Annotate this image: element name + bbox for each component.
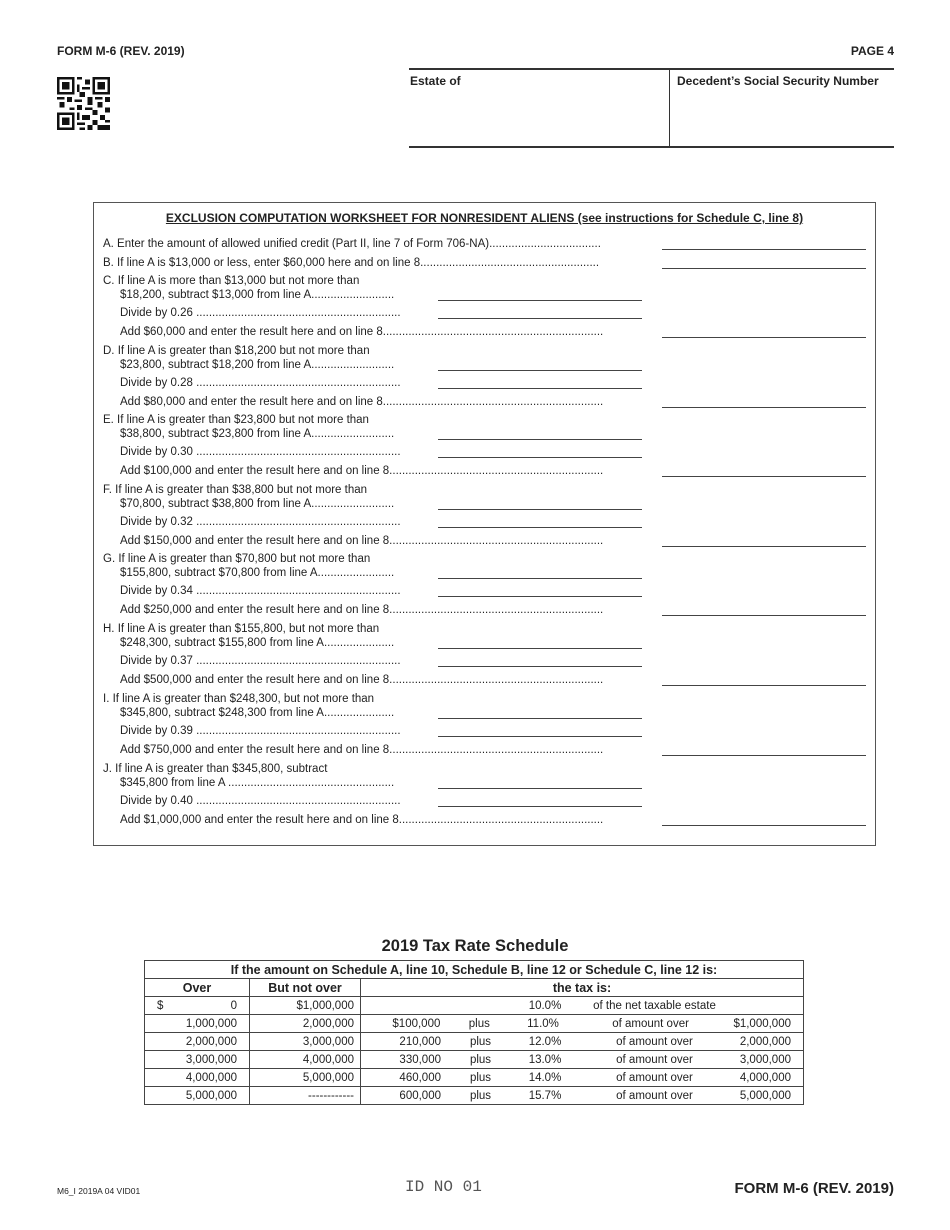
worksheet-line-a: A. Enter the amount of allowed unified credit (Part II, line 7 of Form 706-NA)...................................	[103, 238, 601, 250]
tax-description: of amount over	[616, 1053, 693, 1066]
worksheet-entry-field-h4[interactable]	[662, 685, 866, 686]
not-over-value: $1,000,000	[250, 997, 361, 1015]
amount-over-value: 2,000,000	[739, 1035, 791, 1048]
tax-cell	[361, 1051, 804, 1069]
amount-over-value: $1,000,000	[733, 1017, 791, 1030]
over-symbol	[151, 1051, 166, 1068]
worksheet-line-d4: Add $80,000 and enter the result here and on line 8.....................................................................	[120, 396, 604, 408]
over-cell	[145, 1033, 250, 1051]
tax-description: of amount over	[612, 1017, 689, 1030]
over-value: 1,000,000	[185, 1017, 237, 1030]
worksheet-line-j1: J. If line A is greater than $345,800, subtract	[103, 763, 328, 775]
worksheet-entry-field-f2[interactable]	[438, 509, 642, 510]
over-symbol	[151, 1015, 166, 1032]
footer-code: M6_I 2019A 04 VID01	[57, 1186, 141, 1196]
schedule-row	[145, 997, 804, 1015]
tax-cell	[361, 1087, 804, 1105]
amount-over-value	[733, 997, 797, 1014]
not-over-value: 2,000,000	[250, 1015, 361, 1033]
worksheet-entry-field-g2[interactable]	[438, 578, 642, 579]
worksheet-line-d3: Divide by 0.28 ................................................................	[120, 377, 401, 389]
footer-id-no: ID NO 01	[405, 1178, 482, 1196]
over-value: 4,000,000	[185, 1071, 237, 1084]
tax-rate: 13.0%	[528, 1053, 562, 1066]
exclusion-worksheet	[93, 202, 876, 846]
amount-over-value: 3,000,000	[739, 1053, 791, 1066]
worksheet-line-g3: Divide by 0.34 ................................................................	[120, 585, 401, 597]
schedule-caption: If the amount on Schedule A, line 10, Schedule B, line 12 or Schedule C, line 12 is:	[145, 961, 804, 979]
over-cell	[145, 1015, 250, 1033]
not-over-value: 3,000,000	[250, 1033, 361, 1051]
tax-cell	[361, 1069, 804, 1087]
worksheet-line-g1: G. If line A is greater than $70,800 but not more than	[103, 553, 371, 565]
footer-form-id: FORM M-6 (REV. 2019)	[734, 1180, 894, 1197]
worksheet-title: EXCLUSION COMPUTATION WORKSHEET FOR NONRESIDENT ALIENS (see instructions for Schedule C, line 8)	[165, 211, 804, 225]
worksheet-line-i1: I. If line A is greater than $248,300, but not more than	[103, 693, 375, 705]
tax-base: $100,000	[392, 1017, 441, 1030]
worksheet-entry-field-e4[interactable]	[662, 476, 866, 477]
tax-base: 600,000	[399, 1089, 441, 1102]
over-symbol	[151, 1087, 166, 1104]
schedule-row	[145, 1087, 804, 1105]
worksheet-entry-field-h3[interactable]	[438, 666, 642, 667]
page-number: PAGE 4	[850, 44, 894, 58]
worksheet-entry-field-i4[interactable]	[662, 755, 866, 756]
not-over-value: 5,000,000	[250, 1069, 361, 1087]
qr-code-icon	[57, 77, 110, 130]
tax-rate: 11.0%	[527, 1017, 559, 1030]
estate-info-box	[409, 68, 894, 148]
schedule-row	[145, 1051, 804, 1069]
plus-label	[447, 997, 514, 1014]
worksheet-entry-field-h2[interactable]	[438, 648, 642, 649]
worksheet-line-e4: Add $100,000 and enter the result here and on line 8...................................................................	[120, 465, 604, 477]
worksheet-line-h1: H. If line A is greater than $155,800, but not more than	[103, 623, 380, 635]
tax-rate: 10.0%	[528, 999, 562, 1012]
worksheet-line-j2: $345,800 from line A ....................................................	[120, 777, 395, 789]
not-over-value: ------------	[250, 1087, 361, 1105]
worksheet-line-i2: $345,800, subtract $248,300 from line A......................	[120, 707, 395, 719]
amount-over-value: 5,000,000	[739, 1089, 791, 1102]
col-over: Over	[145, 979, 250, 997]
worksheet-entry-field-f4[interactable]	[662, 546, 866, 547]
worksheet-entry-field-a[interactable]	[662, 249, 866, 250]
worksheet-entry-field-j3[interactable]	[438, 806, 642, 807]
worksheet-line-i3: Divide by 0.39 ................................................................	[120, 725, 401, 737]
worksheet-entry-field-d2[interactable]	[438, 370, 642, 371]
worksheet-line-d1: D. If line A is greater than $18,200 but not more than	[103, 345, 370, 357]
col-tax: the tax is:	[361, 979, 804, 997]
tax-rate-schedule	[144, 960, 804, 1105]
worksheet-entry-field-c2[interactable]	[438, 300, 642, 301]
over-value: 3,000,000	[185, 1053, 237, 1066]
tax-base: 210,000	[399, 1035, 441, 1048]
worksheet-line-e2: $38,800, subtract $23,800 from line A..........................	[120, 428, 395, 440]
worksheet-entry-field-e3[interactable]	[438, 457, 642, 458]
worksheet-entry-field-g3[interactable]	[438, 596, 642, 597]
form-id-header: FORM M-6 (REV. 2019)	[57, 44, 185, 58]
worksheet-line-c4: Add $60,000 and enter the result here and on line 8.....................................................................	[120, 326, 604, 338]
plus-label: plus	[468, 1017, 490, 1030]
worksheet-line-f2: $70,800, subtract $38,800 from line A..........................	[120, 498, 395, 510]
worksheet-line-i4: Add $750,000 and enter the result here and on line 8...................................................................	[120, 744, 604, 756]
worksheet-entry-field-i2[interactable]	[438, 718, 642, 719]
tax-description: of amount over	[616, 1035, 693, 1048]
over-value: 5,000,000	[185, 1089, 237, 1102]
worksheet-line-e1: E. If line A is greater than $23,800 but not more than	[103, 414, 369, 426]
schedule-row	[145, 1015, 804, 1033]
tax-cell	[361, 1033, 804, 1051]
tax-description: of amount over	[616, 1089, 693, 1102]
over-cell	[145, 1051, 250, 1069]
worksheet-line-g2: $155,800, subtract $70,800 from line A........................	[120, 567, 395, 579]
tax-base	[367, 997, 447, 1014]
tax-description: of the net taxable estate	[593, 999, 716, 1012]
worksheet-line-f3: Divide by 0.32 ................................................................	[120, 516, 401, 528]
worksheet-line-c2: $18,200, subtract $13,000 from line A..........................	[120, 289, 395, 301]
amount-over-value: 4,000,000	[739, 1071, 791, 1084]
worksheet-entry-field-d4[interactable]	[662, 407, 866, 408]
worksheet-entry-field-b[interactable]	[662, 268, 866, 269]
worksheet-entry-field-e2[interactable]	[438, 439, 642, 440]
col-but-not-over: But not over	[250, 979, 361, 997]
worksheet-line-c3: Divide by 0.26 ................................................................	[120, 307, 401, 319]
over-cell	[145, 1087, 250, 1105]
plus-label: plus	[469, 1035, 492, 1048]
tax-description: of amount over	[616, 1071, 693, 1084]
estate-of-label: Estate of	[410, 74, 461, 88]
worksheet-entry-field-i3[interactable]	[438, 736, 642, 737]
over-value: 2,000,000	[185, 1035, 237, 1048]
worksheet-entry-field-j4[interactable]	[662, 825, 866, 826]
plus-label: plus	[469, 1053, 492, 1066]
worksheet-line-h4: Add $500,000 and enter the result here and on line 8...................................................................	[120, 674, 604, 686]
worksheet-line-f4: Add $150,000 and enter the result here and on line 8...................................................................	[120, 535, 604, 547]
worksheet-line-h3: Divide by 0.37 ................................................................	[120, 655, 401, 667]
tax-base: 330,000	[399, 1053, 441, 1066]
worksheet-entry-field-c4[interactable]	[662, 337, 866, 338]
schedule-row	[145, 1033, 804, 1051]
over-cell	[145, 997, 250, 1015]
tax-rate: 12.0%	[528, 1035, 562, 1048]
worksheet-line-j4: Add $1,000,000 and enter the result here and on line 8................................................................	[120, 814, 604, 826]
worksheet-line-b: B. If line A is $13,000 or less, enter $60,000 here and on line 8........................................................	[103, 257, 600, 269]
worksheet-entry-field-c3[interactable]	[438, 318, 642, 319]
tax-rate: 14.0%	[528, 1071, 562, 1084]
tax-base: 460,000	[399, 1071, 441, 1084]
tax-cell	[361, 997, 804, 1015]
worksheet-entry-field-d3[interactable]	[438, 388, 642, 389]
worksheet-entry-field-f3[interactable]	[438, 527, 642, 528]
over-value: 0	[230, 999, 237, 1012]
worksheet-entry-field-j2[interactable]	[438, 788, 642, 789]
worksheet-entry-field-g4[interactable]	[662, 615, 866, 616]
worksheet-line-f1: F. If line A is greater than $38,800 but not more than	[103, 484, 368, 496]
tax-rate: 15.7%	[528, 1089, 562, 1102]
schedule-row	[145, 1069, 804, 1087]
ssn-label: Decedent’s Social Security Number	[677, 74, 879, 88]
schedule-title: 2019 Tax Rate Schedule	[381, 937, 569, 955]
worksheet-line-d2: $23,800, subtract $18,200 from line A..........................	[120, 359, 395, 371]
worksheet-line-e3: Divide by 0.30 ................................................................	[120, 446, 401, 458]
worksheet-line-j3: Divide by 0.40 ................................................................	[120, 795, 401, 807]
over-symbol	[151, 1033, 166, 1050]
over-cell	[145, 1069, 250, 1087]
worksheet-line-g4: Add $250,000 and enter the result here and on line 8...................................................................	[120, 604, 604, 616]
plus-label: plus	[469, 1071, 492, 1084]
worksheet-line-c1: C. If line A is more than $13,000 but not more than	[103, 275, 360, 287]
tax-cell	[361, 1015, 804, 1033]
not-over-value: 4,000,000	[250, 1051, 361, 1069]
over-symbol	[151, 1069, 166, 1086]
over-symbol: $	[157, 999, 164, 1012]
worksheet-line-h2: $248,300, subtract $155,800 from line A......................	[120, 637, 395, 649]
plus-label: plus	[469, 1089, 492, 1102]
